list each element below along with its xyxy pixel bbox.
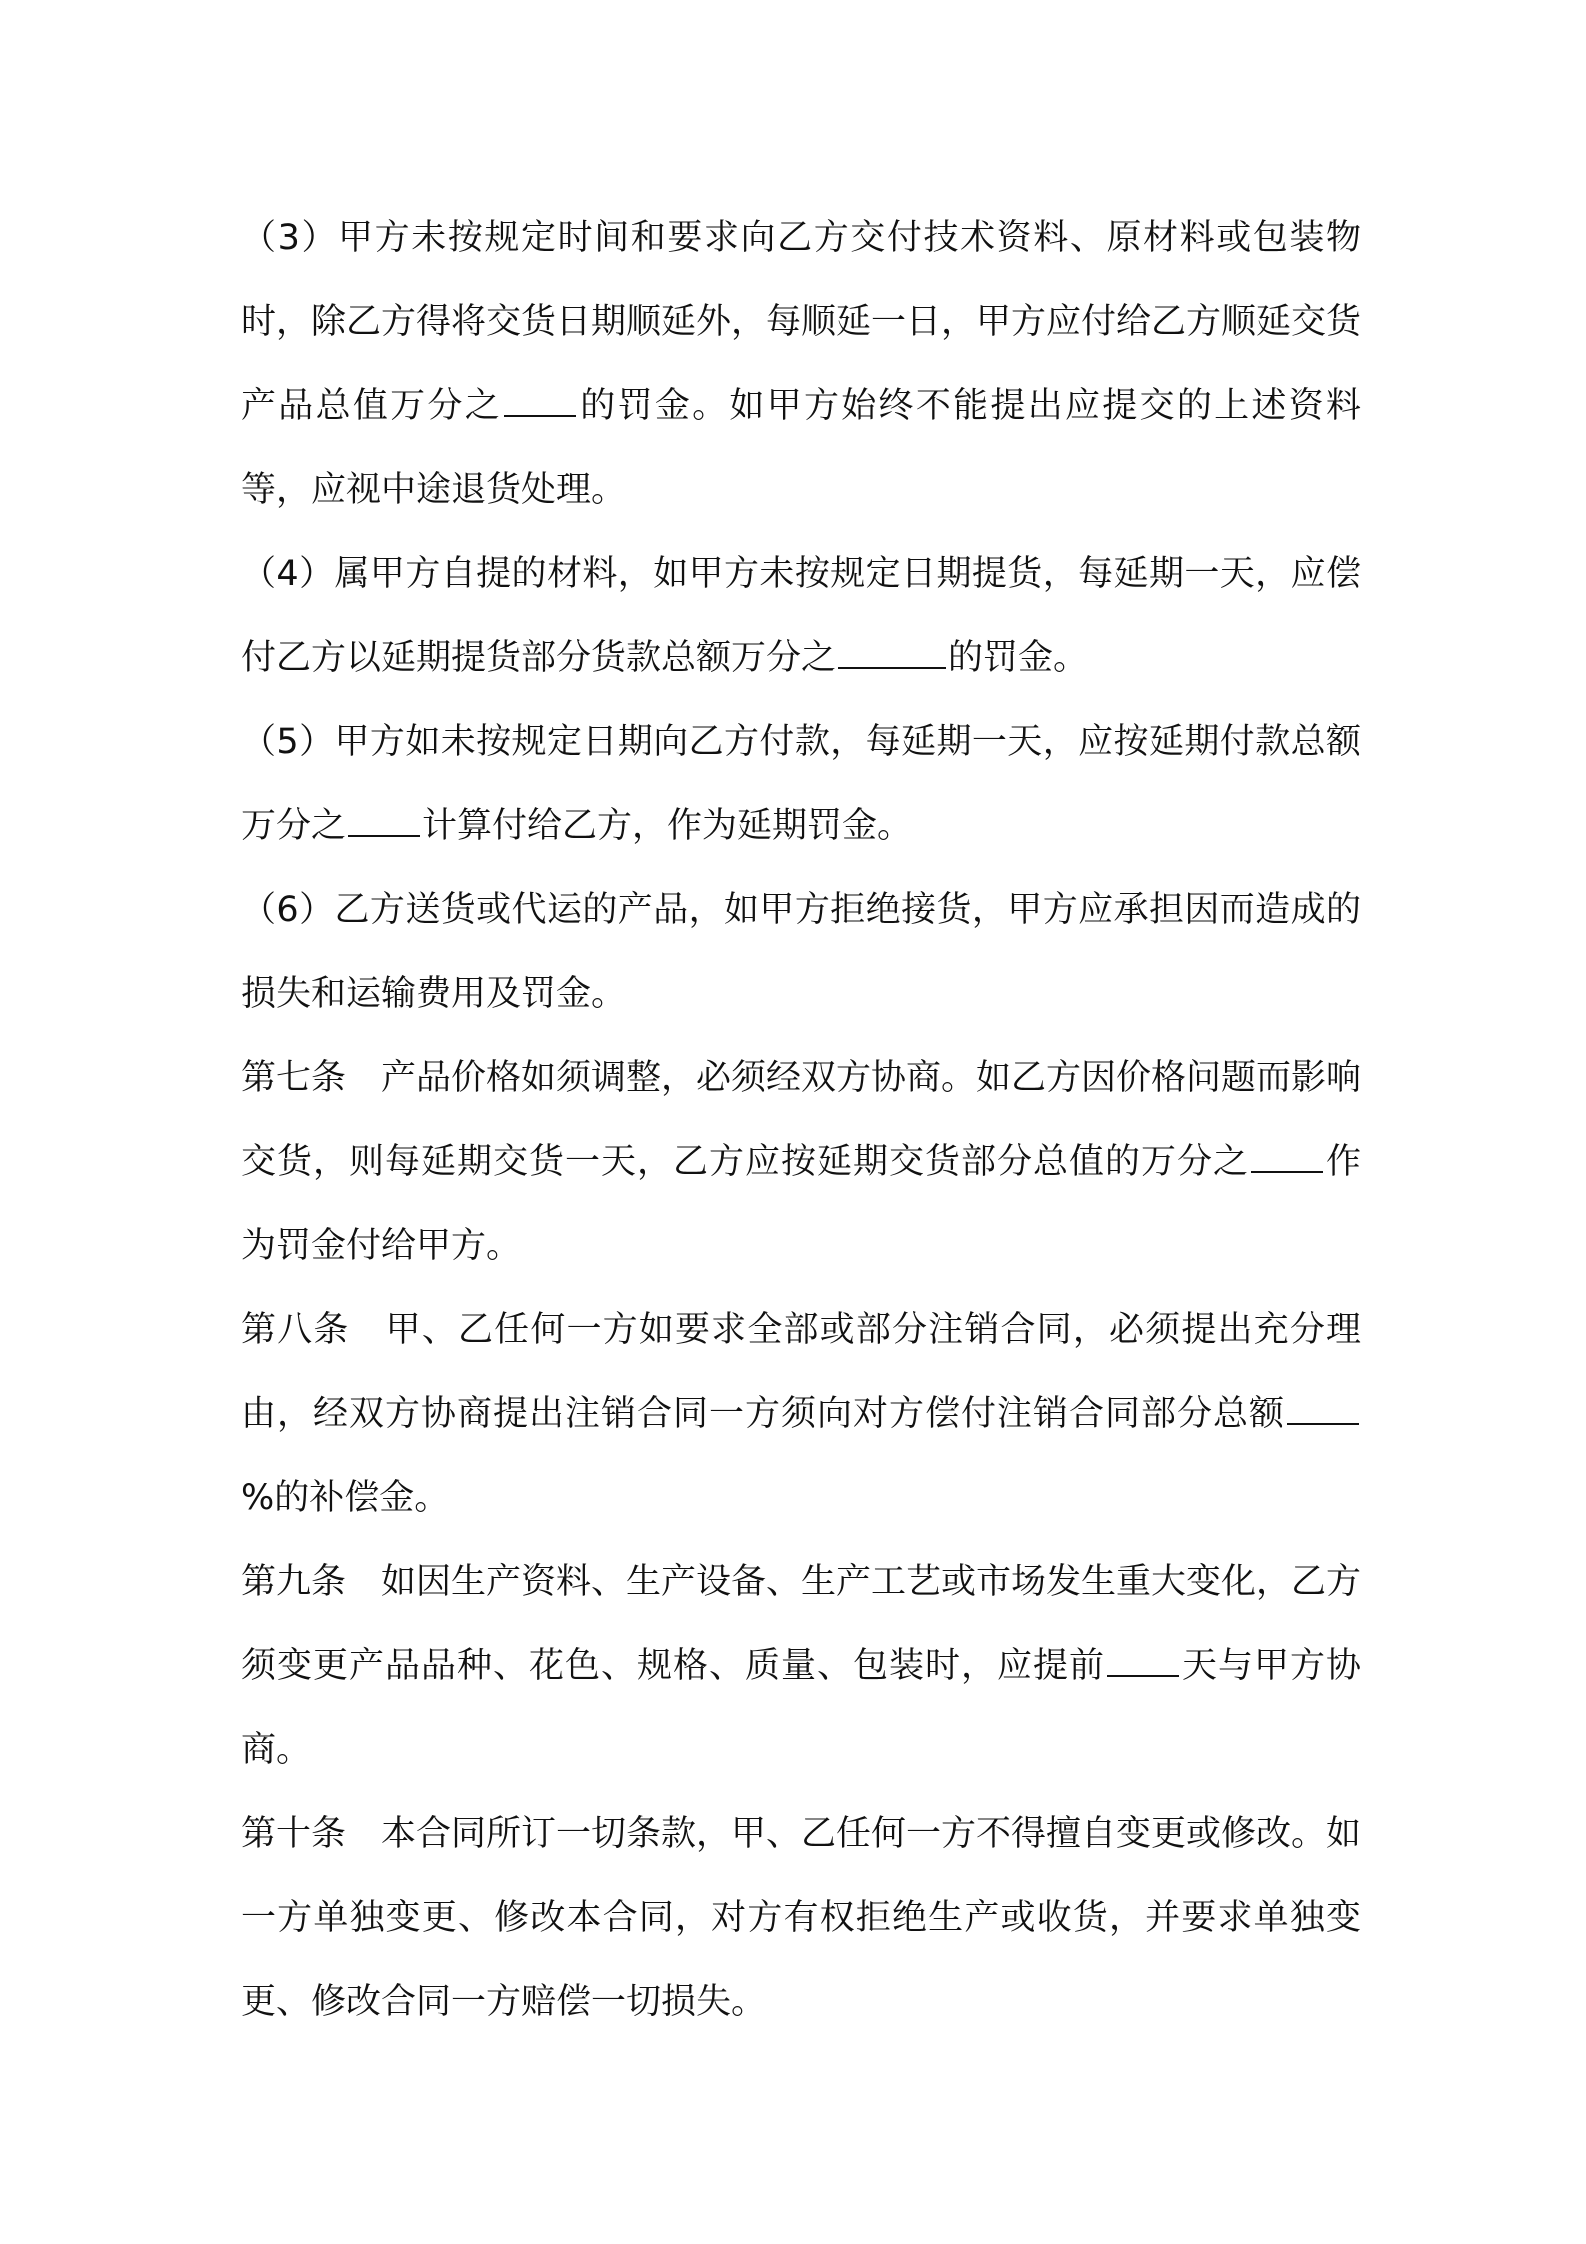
clause-3 (241, 196, 1361, 532)
clause-5-text-a: （5）甲方如未按规定日期向乙方付款，每延期一天，应按延期付款总额万分之 (241, 722, 1361, 846)
article-8 (241, 1288, 1361, 1540)
contract-body (241, 196, 1361, 2044)
blank-field (504, 381, 576, 417)
article-10 (241, 1792, 1361, 2044)
clause-6 (241, 868, 1361, 1036)
blank-field (838, 633, 946, 669)
article-8-text-a: 第八条 甲、乙任何一方如要求全部或部分注销合同，必须提出充分理由，经双方协商提出注销合同一方须向对方偿付注销合同部分总额 (241, 1310, 1361, 1434)
clause-5 (241, 700, 1361, 868)
article-9 (241, 1540, 1361, 1792)
blank-field (1251, 1137, 1323, 1173)
article-7-text-b: 作为罚金付给甲方。 (241, 1142, 1361, 1266)
article-10-text: 第十条 本合同所订一切条款，甲、乙任何一方不得擅自变更或修改。如一方单独变更、修改本合同，对方有权拒绝生产或收货，并要求单独变更、修改合同一方赔偿一切损失。 (241, 1814, 1362, 2022)
clause-4-text-b: 的罚金。 (948, 638, 1089, 678)
article-7-text-a: 第七条 产品价格如须调整，必须经双方协商。如乙方因价格问题而影响交货，则每延期交货一天，乙方应按延期交货部分总值的万分之 (241, 1058, 1362, 1182)
clause-4-text-a: （4）属甲方自提的材料，如甲方未按规定日期提货，每延期一天，应偿付乙方以延期提货部分货款总额万分之 (241, 554, 1361, 678)
clause-6-text: （6）乙方送货或代运的产品，如甲方拒绝接货，甲方应承担因而造成的损失和运输费用及罚金。 (241, 890, 1361, 1014)
clause-3-text-a: （3）甲方未按规定时间和要求向乙方交付技术资料、原材料或包装物时，除乙方得将交货日期顺延外，每顺延一日，甲方应付给乙方顺延交货产品总值万分之 (241, 218, 1362, 426)
clause-4 (241, 532, 1361, 700)
clause-3-text-b: 的罚金。如甲方始终不能提出应提交的上述资料等，应视中途退货处理。 (241, 386, 1361, 510)
article-9-text-b: 天与甲方协商。 (241, 1646, 1361, 1770)
blank-field (1287, 1389, 1359, 1425)
article-8-text-b: %的补偿金。 (241, 1478, 450, 1518)
blank-field (348, 801, 420, 837)
blank-field (1107, 1641, 1179, 1677)
article-7 (241, 1036, 1361, 1288)
clause-5-text-b: 计算付给乙方，作为延期罚金。 (422, 806, 913, 846)
article-9-text-a: 第九条 如因生产资料、生产设备、生产工艺或市场发生重大变化，乙方须变更产品品种、花色、规格、质量、包装时，应提前 (241, 1562, 1362, 1686)
